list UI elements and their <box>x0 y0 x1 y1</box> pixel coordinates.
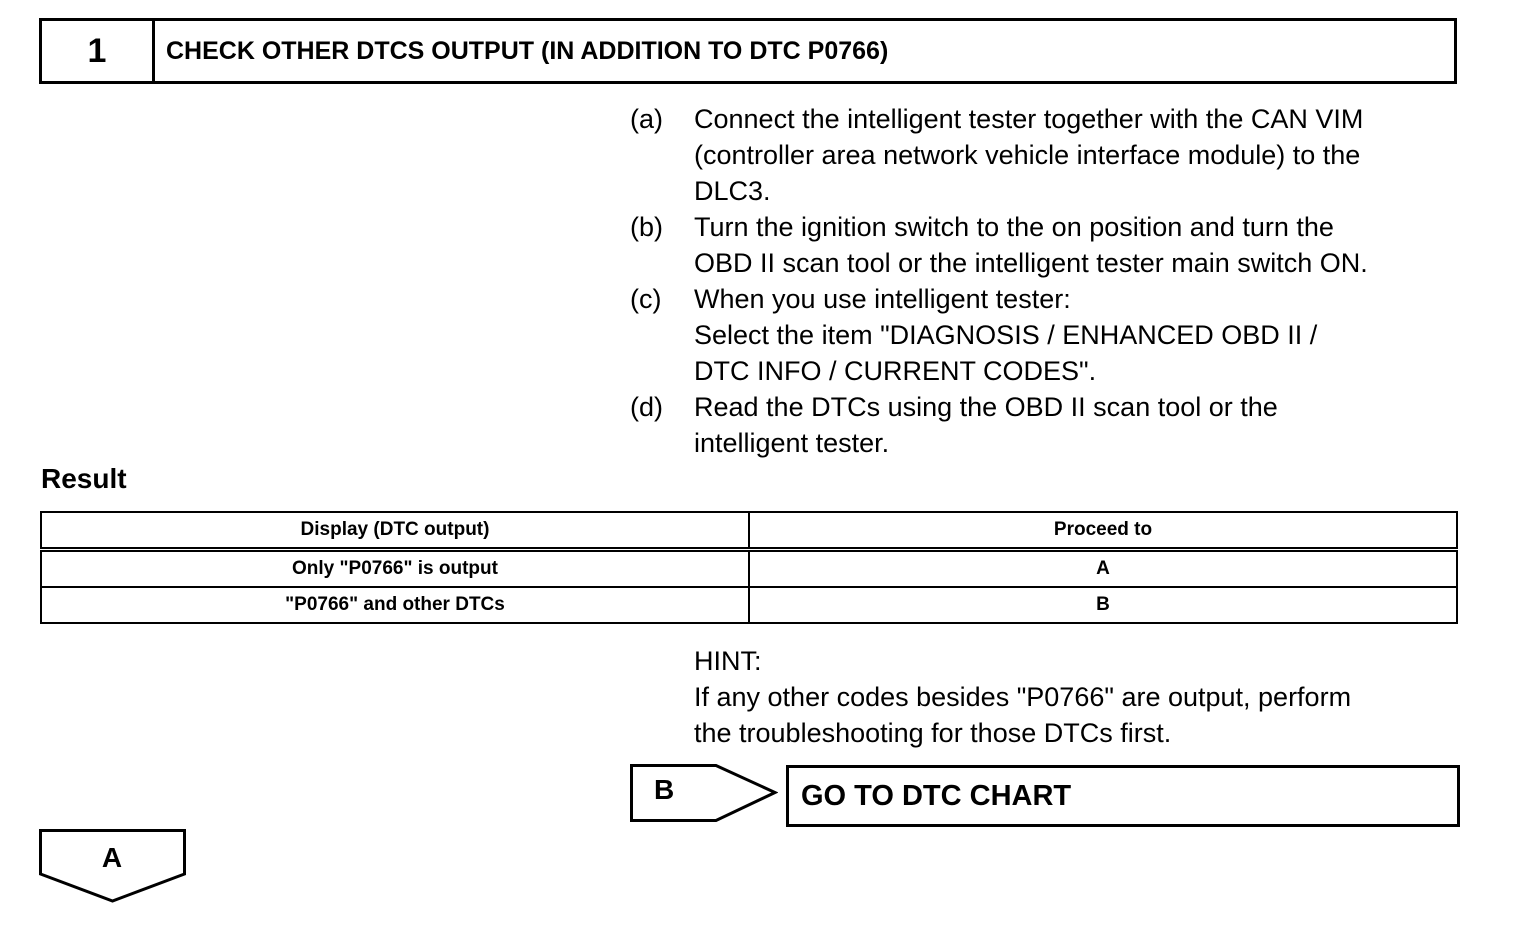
instruction-b <box>630 209 1510 281</box>
branch-a-arrow[interactable] <box>39 829 187 903</box>
instruction-letter: (b) <box>630 212 663 242</box>
instruction-text <box>694 389 1510 461</box>
table-cell-proceed: A <box>749 550 1457 588</box>
instruction-text <box>694 101 1510 209</box>
table-row <box>41 550 1457 588</box>
result-table <box>40 511 1458 624</box>
instruction-text <box>694 281 1510 389</box>
instruction-line: Turn the ignition switch to the on position and turn the <box>694 212 1334 242</box>
branch-b-arrow[interactable] <box>630 764 778 822</box>
instruction-line: When you use intelligent tester: <box>694 284 1071 314</box>
branch-a-label: A <box>101 842 123 873</box>
instruction-letter: (a) <box>630 104 663 134</box>
instruction-c <box>630 281 1510 389</box>
hint-line: the troubleshooting for those DTCs first. <box>694 718 1172 748</box>
table-row <box>41 587 1457 623</box>
instruction-d <box>630 389 1510 461</box>
column-header-proceed: Proceed to <box>749 512 1457 550</box>
instruction-line: DTC INFO / CURRENT CODES". <box>694 356 1097 386</box>
instruction-line: DLC3. <box>694 176 771 206</box>
hint-label: HINT: <box>694 646 762 676</box>
result-heading: Result <box>41 463 127 494</box>
right-arrow-icon <box>630 764 778 822</box>
table-header-row <box>41 512 1457 550</box>
branch-b-label: B <box>654 774 675 805</box>
instruction-text <box>694 209 1510 281</box>
instruction-letter: (c) <box>630 284 662 314</box>
instruction-line: Select the item "DIAGNOSIS / ENHANCED OBD II / <box>694 320 1318 350</box>
instruction-line: intelligent tester. <box>694 428 890 458</box>
instruction-letter: (d) <box>630 392 663 422</box>
step-header <box>39 18 1457 84</box>
instruction-list <box>630 101 1510 461</box>
hint-line: If any other codes besides "P0766" are output, perform <box>694 682 1352 712</box>
instruction-line: (controller area network vehicle interface module) to the <box>694 140 1361 170</box>
hint-block <box>694 643 1351 751</box>
table-cell-display: Only "P0766" is output <box>41 550 749 588</box>
column-header-display: Display (DTC output) <box>41 512 749 550</box>
step-title: CHECK OTHER DTCS OUTPUT (IN ADDITION TO DTC P0766) <box>166 36 889 65</box>
instruction-a <box>630 101 1510 209</box>
instruction-line: Connect the intelligent tester together with the CAN VIM <box>694 104 1364 134</box>
instruction-line: OBD II scan tool or the intelligent tester main switch ON. <box>694 248 1368 278</box>
table-cell-proceed: B <box>749 587 1457 623</box>
instruction-line: Read the DTCs using the OBD II scan tool or the <box>694 392 1278 422</box>
step-number: 1 <box>42 21 155 81</box>
table-cell-display: "P0766" and other DTCs <box>41 587 749 623</box>
goto-dtc-chart-box[interactable]: GO TO DTC CHART <box>786 765 1460 827</box>
